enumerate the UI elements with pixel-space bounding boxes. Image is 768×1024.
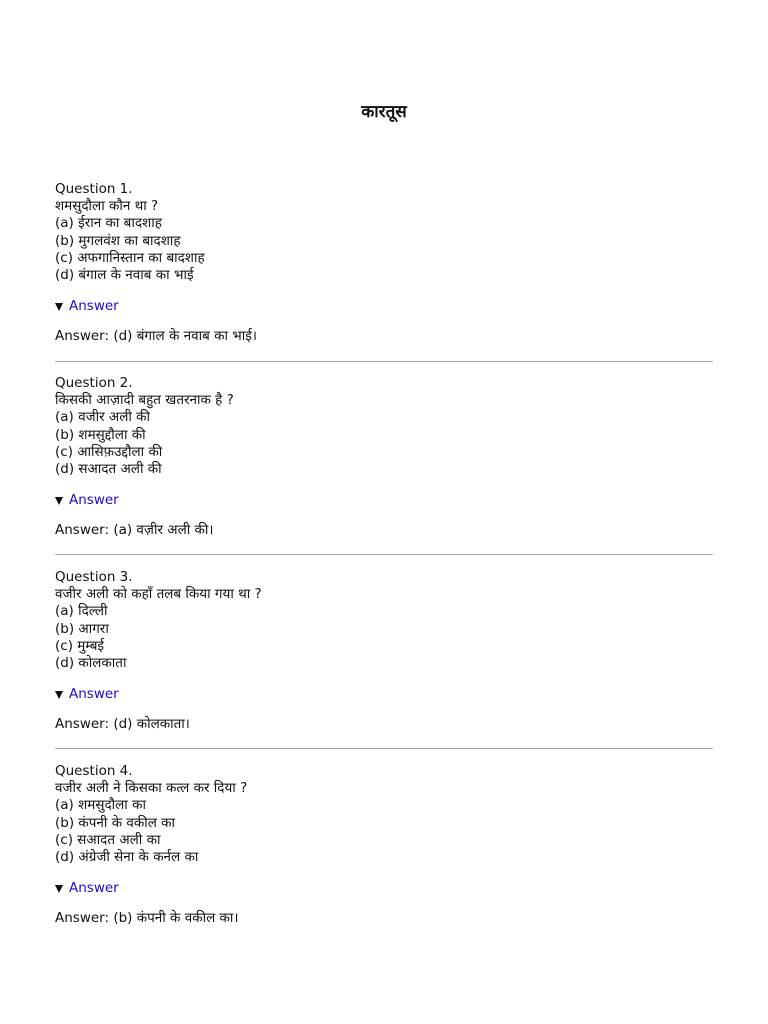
question-text: वजीर अली को कहाँ तलब किया गया था ? — [55, 586, 262, 603]
option-a: (a) शमसुदौला का — [55, 797, 146, 814]
option-d: (d) सआदत अली की — [55, 461, 162, 478]
question-block-2 — [55, 375, 713, 539]
question-block-3 — [55, 569, 713, 733]
answer-toggle-label: Answer — [69, 686, 119, 703]
answer-toggle[interactable] — [55, 298, 713, 315]
option-c: (c) आसिफ़उद्दौला की — [55, 443, 163, 460]
triangle-down-icon — [55, 497, 63, 505]
answer-toggle[interactable] — [55, 880, 713, 897]
question-number: Question 4. — [55, 763, 133, 779]
option-a: (a) ईरान का बादशाह — [55, 215, 162, 232]
answer-toggle-label: Answer — [69, 492, 119, 509]
question-text: वजीर अली ने किसका कत्ल कर दिया ? — [55, 780, 248, 797]
triangle-down-icon — [55, 885, 63, 893]
question-number: Question 1. — [55, 181, 133, 197]
question-text: किसकी आज़ादी बहुत खतरनाक है ? — [55, 392, 234, 409]
question-text: शमसुदौला कौन था ? — [55, 198, 159, 215]
divider — [55, 748, 713, 749]
divider — [55, 361, 713, 362]
answer-text: Answer: (d) कोलकाता। — [55, 716, 190, 733]
option-a: (a) दिल्ली — [55, 603, 108, 620]
answer-toggle-label: Answer — [69, 298, 119, 315]
option-b: (b) शमसुद्दौला की — [55, 426, 146, 443]
option-c: (c) अफगानिस्तान का बादशाह — [55, 249, 205, 266]
option-b: (b) कंपनी के वकील का — [55, 814, 176, 831]
answer-toggle[interactable] — [55, 492, 713, 509]
triangle-down-icon — [55, 691, 63, 699]
option-d: (d) अंग्रेजी सेना के कर्नल का — [55, 849, 199, 866]
question-block-1 — [55, 181, 713, 345]
divider — [55, 554, 713, 555]
question-number: Question 2. — [55, 375, 133, 391]
option-b: (b) आगरा — [55, 620, 109, 637]
option-a: (a) वजीर अली की — [55, 409, 151, 426]
answer-text: Answer: (a) वज़ीर अली की। — [55, 522, 214, 539]
triangle-down-icon — [55, 303, 63, 311]
option-d: (d) कोलकाता — [55, 655, 127, 672]
option-b: (b) मुगलवंश का बादशाह — [55, 232, 181, 249]
page-title: कारतूस — [361, 102, 407, 122]
answer-text: Answer: (d) बंगाल के नवाब का भाई। — [55, 328, 258, 345]
answer-toggle[interactable] — [55, 686, 713, 703]
question-block-4 — [55, 763, 713, 927]
option-c: (c) सआदत अली का — [55, 831, 161, 848]
option-c: (c) मुम्बई — [55, 637, 105, 654]
answer-toggle-label: Answer — [69, 880, 119, 897]
answer-text: Answer: (b) कंपनी के वकील का। — [55, 910, 239, 927]
option-d: (d) बंगाल के नवाब का भाई — [55, 267, 194, 284]
question-number: Question 3. — [55, 569, 133, 585]
